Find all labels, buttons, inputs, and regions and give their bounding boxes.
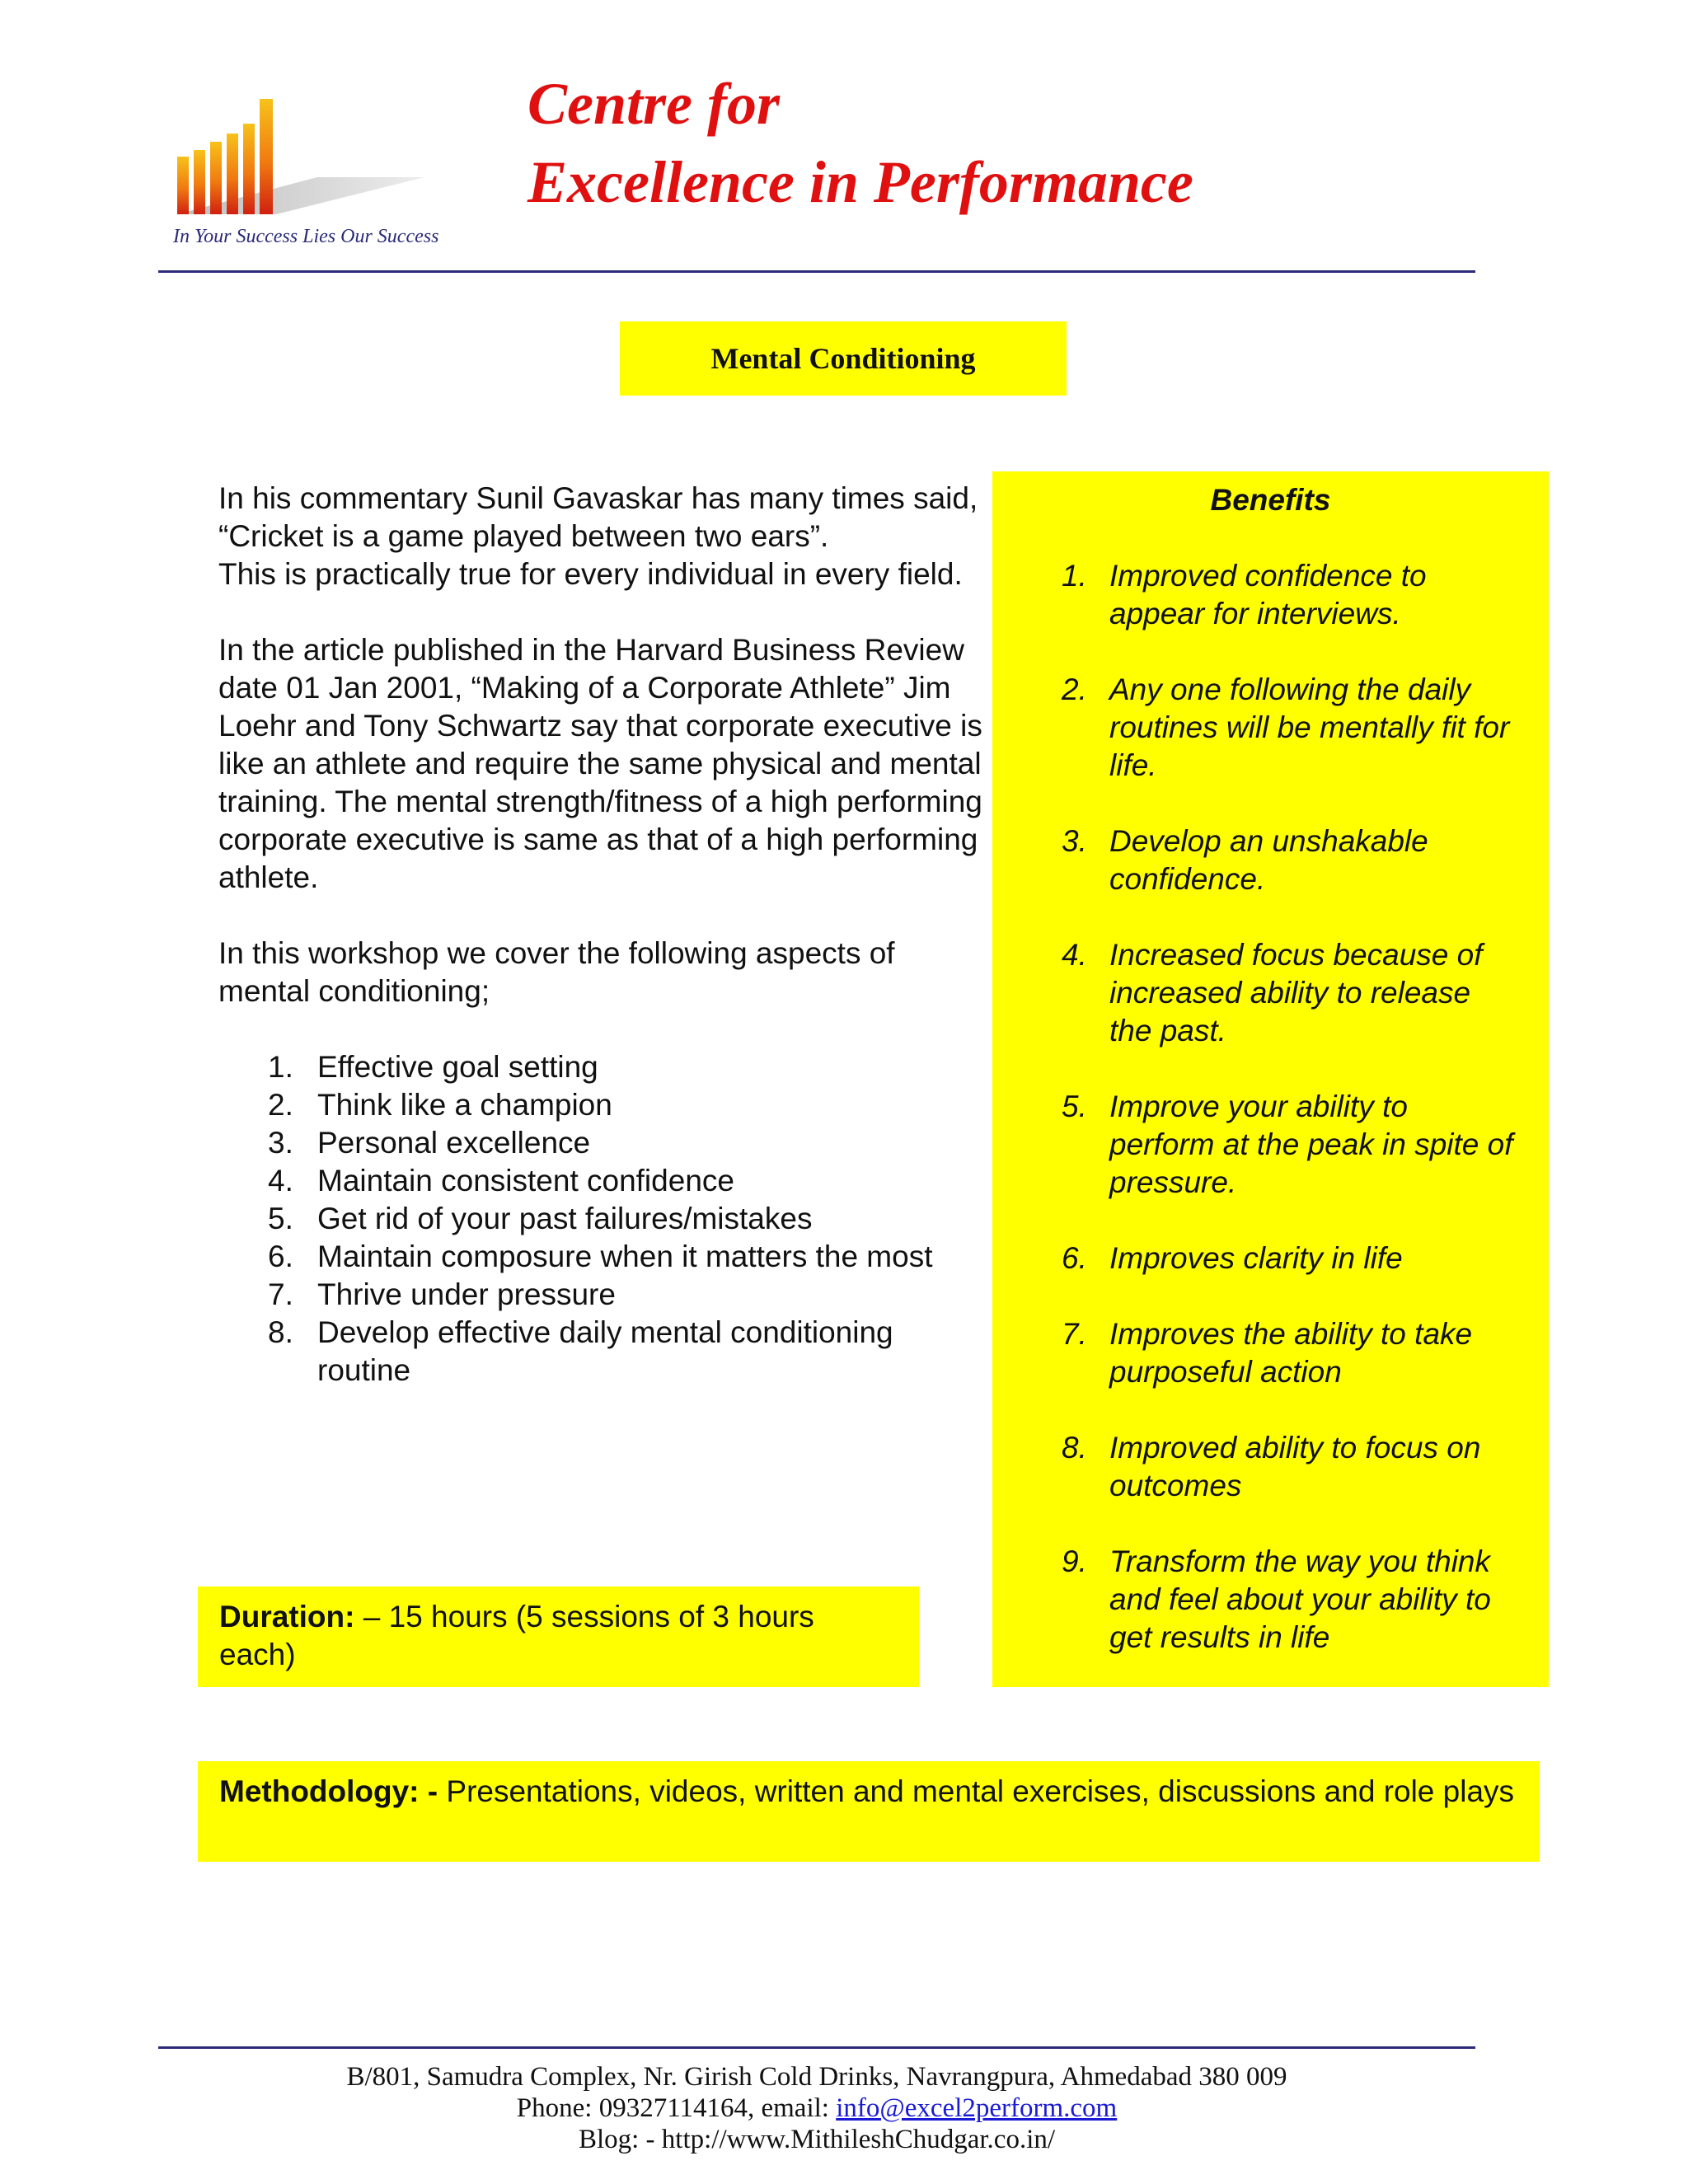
footer-phone: Phone: 09327114164, email: (516, 2093, 837, 2123)
list-item: 8. Improved ability to focus on outcomes (1062, 1431, 1481, 1502)
tagline: In Your Success Lies Our Success (173, 226, 439, 247)
intro-paragraph-2: In the article published in the Harvard Business Review date 01 Jan 2001, “Making of a Corporate Athlete” Jim Loehr and Tony Schwartz say that corporate executive is like an athlete and require the same physical and mental training. The mental strength/fitness of a high performing corporate executive is same as that of a high performing athlete. (218, 633, 982, 894)
list-item: 1. Effective goal setting (268, 1050, 598, 1084)
duration-box (198, 1586, 919, 1687)
list-item: 7. Improves the ability to take purposeful action (1062, 1317, 1473, 1389)
methodology-text: Presentations, videos, written and mental exercises, discussions and role plays (438, 1774, 1515, 1808)
document-title: Mental Conditioning (620, 321, 1067, 396)
intro-paragraph-3: In this workshop we cover the following aspects of mental conditioning; (218, 936, 895, 1008)
list-item: 5. Get rid of your past failures/mistakes (268, 1202, 813, 1235)
list-item: 1. Improved confidence to appear for interviews. (1062, 559, 1427, 630)
intro-paragraph-1: In his commentary Sunil Gavaskar has many times said, “Cricket is a game played between two ears”. (218, 481, 978, 553)
aspects-list (218, 1048, 985, 1390)
list-item: 3. Develop an unshakable confidence. (1062, 824, 1428, 896)
benefits-heading: Benefits (1210, 483, 1331, 517)
list-item: 2. Any one following the daily routines will be mentally fit for life. (1062, 673, 1510, 782)
list-item: 6. Maintain composure when it matters the most (268, 1240, 933, 1273)
footer-blog[interactable]: Blog: - http://www.MithileshChudgar.co.in/ (578, 2125, 1056, 2154)
footer-divider (158, 2046, 1475, 2049)
list-item: 9. Transform the way you think and feel about your ability to get results in life (1062, 1544, 1491, 1654)
methodology-label: Methodology: - (219, 1774, 438, 1808)
list-item: 4. Maintain consistent confidence (268, 1164, 734, 1197)
list-item: 6. Improves clarity in life (1062, 1241, 1403, 1275)
list-item: 3. Personal excellence (268, 1126, 591, 1160)
list-item: 4. Increased focus because of increased ability to release the past. (1062, 938, 1483, 1047)
org-title-line-1: Centre for (528, 71, 780, 137)
list-item: 7. Thrive under pressure (268, 1277, 616, 1311)
intro-paragraph-1b: This is practically true for every individual in every field. (218, 557, 963, 591)
list-item: 8. Develop effective daily mental conditioning routine (268, 1315, 893, 1387)
footer-address: B/801, Samudra Complex, Nr. Girish Cold Drinks, Navrangpura, Ahmedabad 380 009 (346, 2062, 1287, 2092)
header-divider (158, 270, 1475, 273)
duration-text: – 15 hours (5 sessions of 3 hours each) (219, 1600, 814, 1671)
list-item: 5. Improve your ability to perform at the peak in spite of pressure. (1062, 1090, 1513, 1199)
footer-contact (158, 2093, 1475, 2124)
intro-column (218, 480, 985, 1390)
benefits-box (992, 471, 1549, 1687)
org-title-line-2: Excellence in Performance (528, 149, 1193, 215)
email-link[interactable]: info@excel2perform.com (836, 2093, 1118, 2123)
methodology-box (198, 1761, 1540, 1862)
list-item: 2. Think like a champion (268, 1088, 612, 1122)
benefits-list (1062, 557, 1521, 1657)
duration-label: Duration: (219, 1600, 355, 1633)
